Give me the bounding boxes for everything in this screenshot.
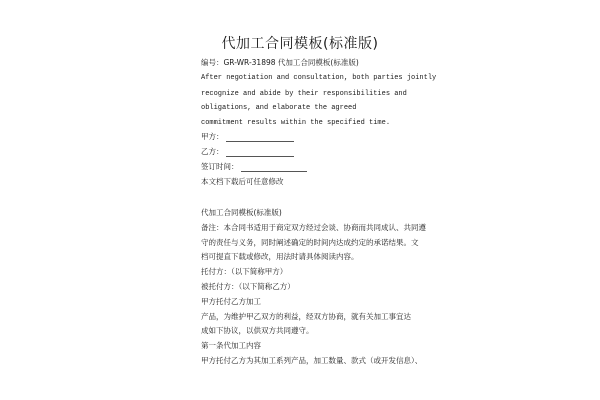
party-b-label: 乙方： [201,147,224,156]
product-line: 产品，为维护甲乙双方的利益，经双方协商，就有关加工事宜达 [201,312,411,321]
document-number: 编号：GR-WR-31898 代加工合同模板(标准版) [201,58,359,67]
editable-note: 本文档下载后可任意修改 [201,177,284,186]
sign-time-label: 签订时间： [201,162,239,171]
party-b-field [201,146,294,157]
intro-line: recognize and abide by their responsibilities and [201,90,407,98]
party-a-blank [226,134,294,142]
party-a-label: 甲方： [201,132,224,141]
sign-time-blank [241,164,307,172]
remark-line: 档可提直下载或修改，用法时请具体阅读内容。 [201,252,359,261]
intro-line: obligations, and elaborate the agreed [201,104,357,112]
article-one-heading: 第一条代加工内容 [201,341,261,350]
sign-time-field [201,161,307,172]
remark-line: 守的责任与义务，同时阐述确定的时间内达成约定的承诺结果。文 [201,238,419,247]
processing-party: 被托付方：（以下简称乙方） [201,282,295,291]
intro-line: commitment results within the specified time. [201,119,391,127]
commission-line: 甲方托付乙方加工 [201,297,261,306]
party-a-field [201,131,294,142]
document-title: 代加工合同模板(标准版) [221,36,379,52]
intro-line: After negotiation and consultation, both parties jointly [201,74,437,82]
product-line: 成如下协议，以供双方共同遵守。 [201,326,314,335]
section-subtitle: 代加工合同模板(标准版) [201,208,282,217]
remark-line: 备注：本合同书适用于商定双方经过会谈、协商而共同成认、共同遵 [201,223,426,232]
article-one-text: 甲方托付乙方为其加工系列产品，加工数量、款式（或开发信息）、 [201,356,423,365]
party-b-blank [226,149,294,157]
entrusting-party: 托付方：（以下简称甲方） [201,267,288,276]
